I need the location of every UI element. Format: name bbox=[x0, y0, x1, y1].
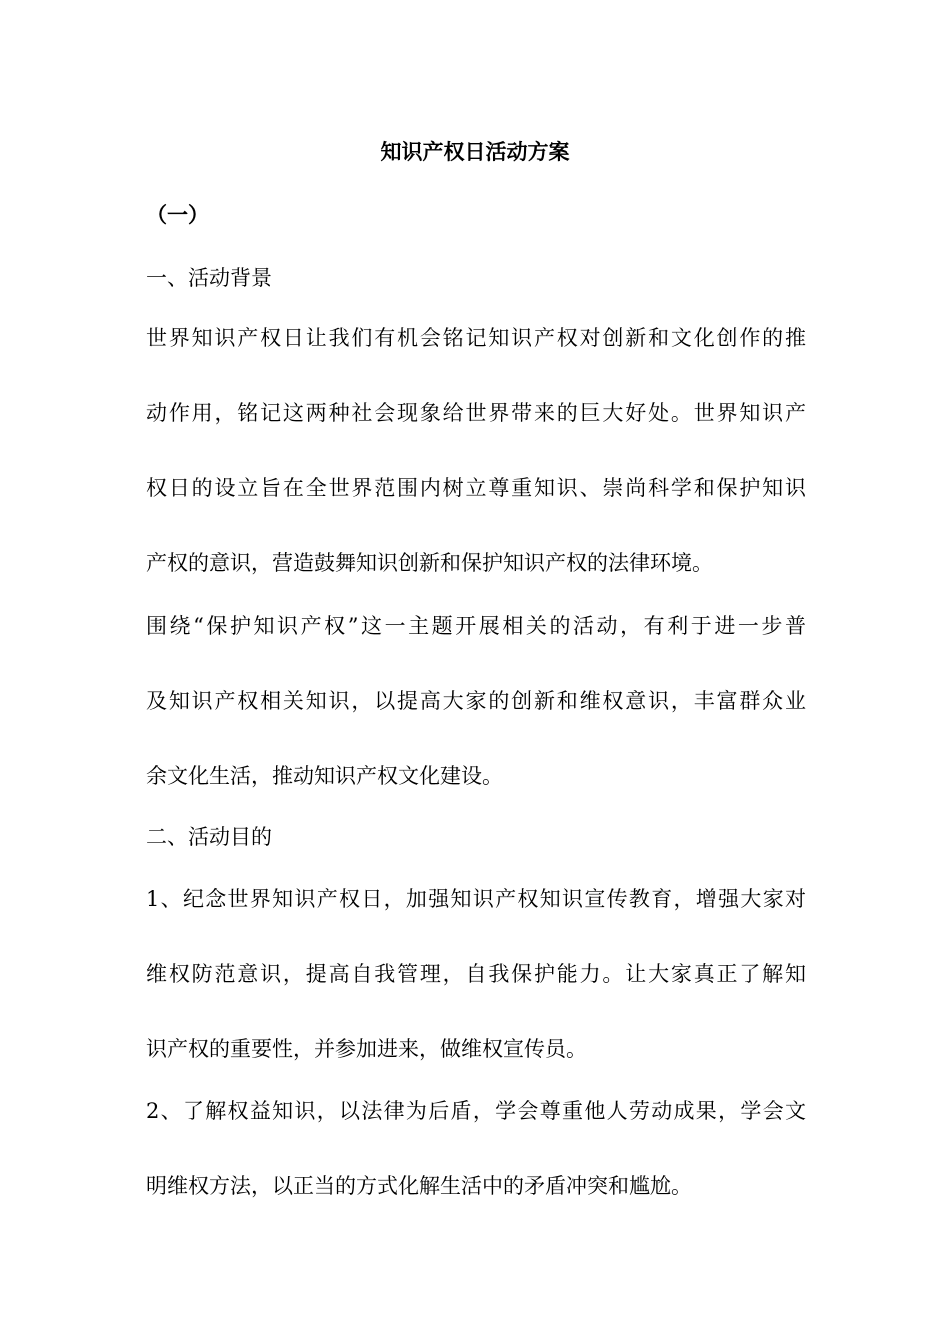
document-title: 知识产权日活动方案 bbox=[380, 139, 570, 164]
section-label: （一） bbox=[146, 202, 209, 227]
paragraph-line: 围绕“保护知识产权”这一主题开展相关的活动，有利于进一步普 bbox=[146, 614, 806, 638]
heading-background: 一、活动背景 bbox=[146, 266, 272, 290]
paragraph-line: 及知识产权相关知识，以提高大家的创新和维权意识，丰富群众业 bbox=[146, 689, 806, 713]
paragraph-line: 权日的设立旨在全世界范围内树立尊重知识、崇尚科学和保护知识 bbox=[146, 476, 806, 500]
heading-purpose: 二、活动目的 bbox=[146, 825, 272, 849]
paragraph-line: 动作用，铭记这两种社会现象给世界带来的巨大好处。世界知识产 bbox=[146, 401, 806, 425]
paragraph-line: 1、纪念世界知识产权日，加强知识产权知识宣传教育，增强大家对 bbox=[146, 887, 806, 911]
paragraph-line: 维权防范意识，提高自我管理，自我保护能力。让大家真正了解知 bbox=[146, 962, 806, 986]
paragraph-line: 明维权方法，以正当的方式化解生活中的矛盾冲突和尴尬。 bbox=[146, 1174, 692, 1198]
paragraph-line: 2、了解权益知识，以法律为后盾，学会尊重他人劳动成果，学会文 bbox=[146, 1099, 806, 1123]
paragraph-line: 产权的意识，营造鼓舞知识创新和保护知识产权的法律环境。 bbox=[146, 551, 713, 575]
paragraph-line: 世界知识产权日让我们有机会铭记知识产权对创新和文化创作的推 bbox=[146, 326, 806, 350]
paragraph-line: 余文化生活，推动知识产权文化建设。 bbox=[146, 764, 503, 788]
paragraph-line: 识产权的重要性，并参加进来，做维权宣传员。 bbox=[146, 1037, 587, 1061]
